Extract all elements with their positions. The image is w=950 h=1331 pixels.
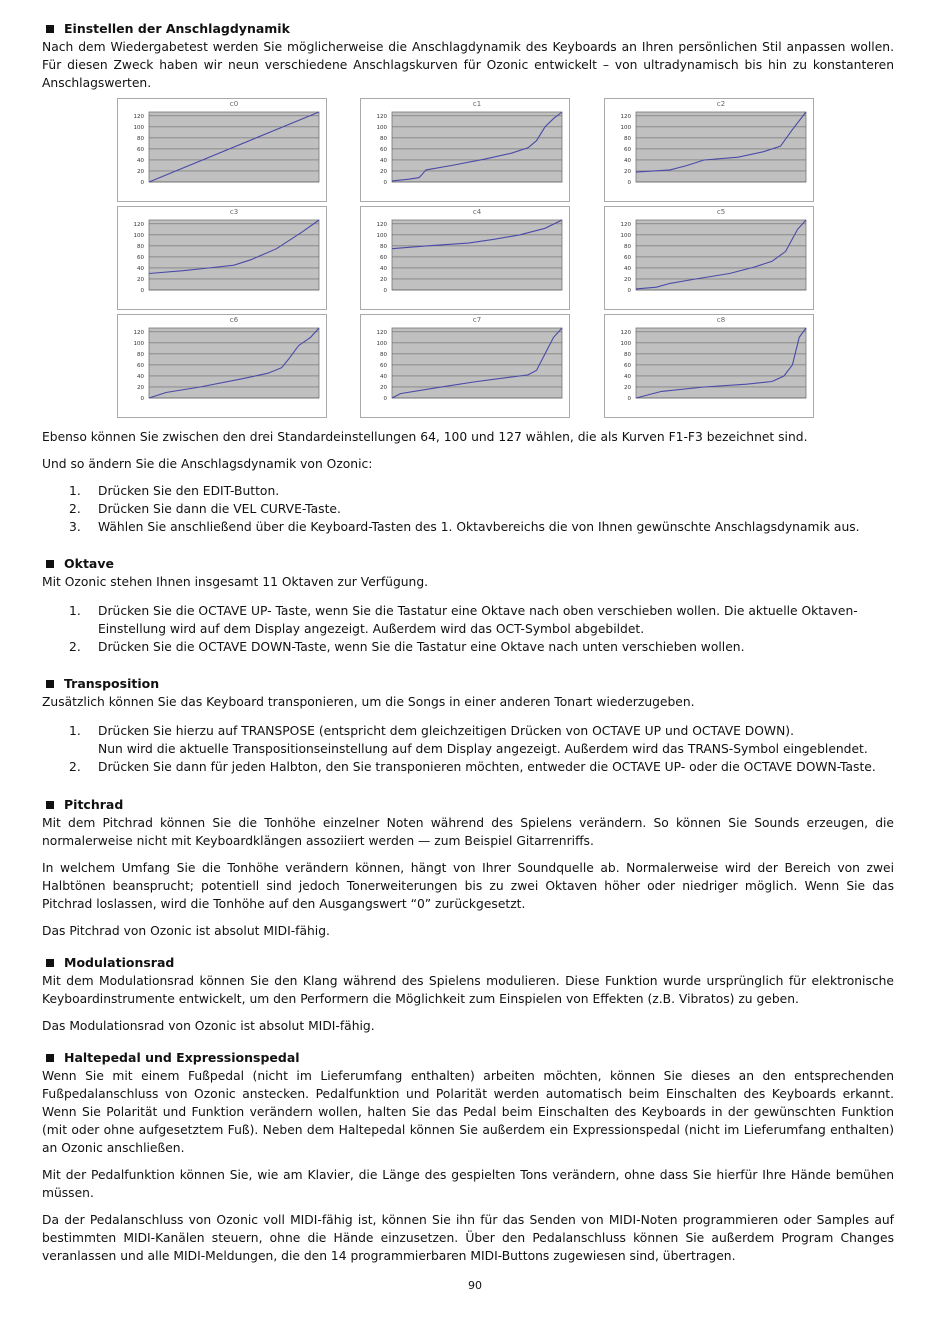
y-tick-label: 60 xyxy=(137,254,144,261)
section-octave xyxy=(42,555,894,656)
list-number: 1. xyxy=(69,484,81,498)
chart-c7 xyxy=(360,314,570,418)
section-heading xyxy=(42,555,894,573)
y-tick-label: 0 xyxy=(383,396,387,402)
square-bullet-icon xyxy=(46,1054,54,1062)
y-tick-label: 40 xyxy=(624,265,631,272)
y-tick-label: 20 xyxy=(624,276,631,283)
paragraph: Und so ändern Sie die Anschlagsdynamik von Ozonic: xyxy=(42,457,373,471)
y-tick-label: 80 xyxy=(380,135,387,142)
list-number: 2. xyxy=(69,502,81,516)
section-heading xyxy=(42,675,894,693)
y-tick-label: 120 xyxy=(376,329,387,336)
plot-area xyxy=(636,328,806,398)
y-tick-label: 80 xyxy=(137,135,144,142)
y-tick-label: 20 xyxy=(137,384,144,391)
y-tick-label: 60 xyxy=(624,254,631,261)
plot-area xyxy=(636,112,806,182)
section-pedal xyxy=(42,1049,894,1265)
list-item xyxy=(42,758,894,776)
y-tick-label: 100 xyxy=(620,232,631,239)
section-transposition xyxy=(42,675,894,776)
y-tick-label: 40 xyxy=(624,373,631,380)
chart-c1 xyxy=(360,98,570,202)
y-tick-label: 40 xyxy=(137,265,144,272)
heading-text: Transposition xyxy=(64,676,160,691)
y-tick-label: 100 xyxy=(133,124,144,131)
section-heading xyxy=(42,796,894,814)
y-tick-label: 20 xyxy=(137,168,144,175)
paragraph: Das Modulationsrad von Ozonic ist absolut MIDI-fähig. xyxy=(42,1019,375,1033)
square-bullet-icon xyxy=(46,959,54,967)
y-tick-label: 80 xyxy=(624,351,631,358)
y-tick-label: 20 xyxy=(624,384,631,391)
y-tick-label: 20 xyxy=(137,276,144,283)
y-tick-label: 120 xyxy=(376,113,387,120)
y-tick-label: 60 xyxy=(380,362,387,369)
square-bullet-icon xyxy=(46,25,54,33)
list-item xyxy=(42,638,894,656)
chart-title: c5 xyxy=(716,208,726,216)
y-tick-label: 60 xyxy=(624,146,631,153)
y-tick-label: 0 xyxy=(627,180,631,186)
heading-text: Einstellen der Anschlagdynamik xyxy=(64,21,290,36)
chart-title: c7 xyxy=(472,316,482,324)
list-text: Nun wird die aktuelle Transpositionseinstellung auf dem Display angezeigt. Außerdem wird das TRANS-Symbol eingeblendet. xyxy=(98,742,868,756)
list-number: 2. xyxy=(69,640,81,654)
chart-c3 xyxy=(117,206,327,310)
chart-c2 xyxy=(604,98,814,202)
list-text: Drücken Sie den EDIT-Button. xyxy=(98,484,280,498)
y-tick-label: 0 xyxy=(383,288,387,294)
y-tick-label: 60 xyxy=(380,254,387,261)
list-number: 3. xyxy=(69,520,81,534)
y-tick-label: 40 xyxy=(624,157,631,164)
list-item xyxy=(42,518,894,536)
section-modulation xyxy=(42,954,894,1035)
y-tick-label: 20 xyxy=(624,168,631,175)
section-heading xyxy=(42,20,894,38)
y-tick-label: 40 xyxy=(380,157,387,164)
y-tick-label: 40 xyxy=(380,265,387,272)
y-tick-label: 0 xyxy=(627,288,631,294)
paragraph: Wenn Sie mit einem Fußpedal (nicht im Lieferumfang enthalten) arbeiten möchten, können Sie dieses an den entsprechenden Fußpedalanschluss von Ozonic anstecken. Pedalfunktion und Polarität werden automatisch beim Einschalten des Keyboards erkannt. Wenn Sie Polarität und Funktion verändern wollen, halten Sie das Pedal beim Einschalten des Keyboards in der gewünschten Funktion (mit oder ohne aufgesetztem Fuß). Neben dem Haltepedal können Sie außerdem ein Expressionspedal (nicht im Lieferumfang enthalten) an Ozonic anschließen. xyxy=(42,1069,894,1155)
paragraph: Zusätzlich können Sie das Keyboard transponieren, um die Songs in einer anderen Tonart wiederzugeben. xyxy=(42,695,695,709)
list-text: Drücken Sie dann für jeden Halbton, den Sie transponieren möchten, entweder die OCTAVE UP- oder die OCTAVE DOWN-Taste. xyxy=(98,760,876,774)
steps-list xyxy=(42,602,894,656)
paragraph: Ebenso können Sie zwischen den drei Standardeinstellungen 64, 100 und 127 wählen, die als Kurven F1-F3 bezeichnet sind. xyxy=(42,430,808,444)
chart-c0 xyxy=(117,98,327,202)
velocity-curve-chart xyxy=(117,206,327,310)
paragraph: Da der Pedalanschluss von Ozonic voll MIDI-fähig ist, können Sie ihn für das Senden von MIDI-Noten programmieren oder Samples auf bestimmten MIDI-Kanälen steuern, ohne die Hände einzusetzen. Über den Pedalanschluss können Sie außerdem Program Changes veranlassen und alle MIDI-Meldungen, die den 14 programmierbaren MIDI-Buttons zugewiesen sind, übertragen. xyxy=(42,1213,894,1263)
velocity-curve-chart xyxy=(117,314,327,418)
document-page xyxy=(42,20,894,1265)
chart-c6 xyxy=(117,314,327,418)
paragraph: Nach dem Wiedergabetest werden Sie möglicherweise die Anschlagdynamik des Keyboards an Ihren persönlichen Stil anpassen wollen. Für diesen Zweck haben wir neun verschiedene Anschlagskurven für Ozonic entwickelt – von ultradynamisch bis hin zu konstanteren Anschlagswerten. xyxy=(42,40,894,90)
paragraph: Mit Ozonic stehen Ihnen insgesamt 11 Oktaven zur Verfügung. xyxy=(42,575,429,589)
square-bullet-icon xyxy=(46,801,54,809)
y-tick-label: 40 xyxy=(137,157,144,164)
y-tick-label: 100 xyxy=(133,340,144,347)
y-tick-label: 100 xyxy=(620,124,631,131)
plot-area xyxy=(392,112,562,182)
velocity-curve-chart xyxy=(360,314,570,418)
list-number: 1. xyxy=(69,724,81,738)
steps-list xyxy=(42,482,894,536)
y-tick-label: 0 xyxy=(627,396,631,402)
y-tick-label: 100 xyxy=(376,124,387,131)
paragraph: Mit dem Modulationsrad können Sie den Klang während des Spielens modulieren. Diese Funktion wurde ursprünglich für elektronische Keyboardinstrumente entwickelt, um den Performern die Möglichkeit zum Einspielen von Effekten (z.B. Vibratos) zu geben. xyxy=(42,974,894,1006)
list-number: 2. xyxy=(69,760,81,774)
steps-list xyxy=(42,722,894,776)
y-tick-label: 100 xyxy=(620,340,631,347)
y-tick-label: 40 xyxy=(137,373,144,380)
y-tick-label: 80 xyxy=(380,243,387,250)
y-tick-label: 20 xyxy=(380,384,387,391)
y-tick-label: 0 xyxy=(140,288,144,294)
y-tick-label: 100 xyxy=(133,232,144,239)
velocity-curve-charts xyxy=(42,98,894,428)
chart-title: c6 xyxy=(229,316,239,324)
y-tick-label: 120 xyxy=(133,329,144,336)
chart-title: c3 xyxy=(229,208,239,216)
y-tick-label: 20 xyxy=(380,276,387,283)
list-item xyxy=(42,602,894,638)
list-text: Drücken Sie die OCTAVE DOWN-Taste, wenn Sie die Tastatur eine Oktave nach unten verschieben wollen. xyxy=(98,640,745,654)
y-tick-label: 60 xyxy=(137,362,144,369)
chart-title: c8 xyxy=(716,316,726,324)
y-tick-label: 80 xyxy=(137,243,144,250)
velocity-curve-chart xyxy=(360,206,570,310)
y-tick-label: 80 xyxy=(380,351,387,358)
chart-title: c1 xyxy=(472,100,482,108)
plot-area xyxy=(149,220,319,290)
list-text: Drücken Sie die OCTAVE UP- Taste, wenn Sie die Tastatur eine Oktave nach oben verschieben wollen. Die aktuelle Oktaven-Einstellung wird auf dem Display angezeigt. Außerdem wird das OCT-Symbol abgebildet. xyxy=(98,604,858,636)
y-tick-label: 20 xyxy=(380,168,387,175)
heading-text: Modulationsrad xyxy=(64,955,175,970)
chart-title: c2 xyxy=(716,100,726,108)
y-tick-label: 80 xyxy=(624,243,631,250)
velocity-curve-chart xyxy=(604,206,814,310)
y-tick-label: 80 xyxy=(624,135,631,142)
y-tick-label: 60 xyxy=(137,146,144,153)
list-text: Wählen Sie anschließend über die Keyboard-Tasten des 1. Oktavbereichs die von Ihnen gewünschte Anschlagsdynamik aus. xyxy=(98,520,860,534)
page-number: 90 xyxy=(468,1279,482,1292)
list-item xyxy=(42,500,894,518)
square-bullet-icon xyxy=(46,680,54,688)
list-number: 1. xyxy=(69,604,81,618)
chart-title: c4 xyxy=(472,208,482,216)
chart-c4 xyxy=(360,206,570,310)
velocity-curve-chart xyxy=(360,98,570,202)
paragraph: Mit dem Pitchrad können Sie die Tonhöhe einzelner Noten während des Spielens verändern. So können Sie Sounds erzeugen, die normalerweise nicht mit Keyboardklängen assoziiert werden — zum Beispiel Gitarrenriffs. xyxy=(42,816,894,848)
paragraph: In welchem Umfang Sie die Tonhöhe verändern können, hängt von Ihrer Soundquelle ab. Normalerweise wird der Bereich von zwei Halbtönen beansprucht; potentiell sind jedoch Tonerweiterungen bis zu zwei Oktaven höher oder niedriger möglich. Wenn Sie das Pitchrad loslassen, wird die Tonhöhe auf den Ausgangswert “0” zurückgesetzt. xyxy=(42,861,894,911)
list-text: Drücken Sie hierzu auf TRANSPOSE (entspricht dem gleichzeitigen Drücken von OCTAVE UP und OCTAVE DOWN). xyxy=(98,724,794,738)
y-tick-label: 40 xyxy=(380,373,387,380)
velocity-curve-chart xyxy=(604,314,814,418)
velocity-curve-chart xyxy=(604,98,814,202)
y-tick-label: 0 xyxy=(140,180,144,186)
section-heading xyxy=(42,1049,894,1067)
paragraph: Das Pitchrad von Ozonic ist absolut MIDI-fähig. xyxy=(42,924,330,938)
heading-text: Pitchrad xyxy=(64,797,124,812)
section-heading xyxy=(42,954,894,972)
y-tick-label: 0 xyxy=(383,180,387,186)
heading-text: Oktave xyxy=(64,556,114,571)
plot-area xyxy=(149,328,319,398)
chart-c8 xyxy=(604,314,814,418)
chart-c5 xyxy=(604,206,814,310)
list-item xyxy=(42,722,894,758)
section-pitch xyxy=(42,796,894,940)
chart-title: c0 xyxy=(229,100,239,108)
y-tick-label: 60 xyxy=(624,362,631,369)
y-tick-label: 120 xyxy=(620,113,631,120)
y-tick-label: 100 xyxy=(376,340,387,347)
plot-area xyxy=(392,328,562,398)
paragraph: Mit der Pedalfunktion können Sie, wie am Klavier, die Länge des gespielten Tons verändern, ohne dass Sie hierfür Ihre Hände bemühen müssen. xyxy=(42,1168,894,1200)
y-tick-label: 100 xyxy=(376,232,387,239)
heading-text: Haltepedal und Expressionspedal xyxy=(64,1050,300,1065)
y-tick-label: 80 xyxy=(137,351,144,358)
square-bullet-icon xyxy=(46,560,54,568)
y-tick-label: 120 xyxy=(133,221,144,228)
list-text: Drücken Sie dann die VEL CURVE-Taste. xyxy=(98,502,341,516)
y-tick-label: 120 xyxy=(133,113,144,120)
y-tick-label: 60 xyxy=(380,146,387,153)
y-tick-label: 0 xyxy=(140,396,144,402)
velocity-curve-chart xyxy=(117,98,327,202)
list-item xyxy=(42,482,894,500)
y-tick-label: 120 xyxy=(620,221,631,228)
y-tick-label: 120 xyxy=(620,329,631,336)
section-velocity xyxy=(42,20,894,536)
y-tick-label: 120 xyxy=(376,221,387,228)
